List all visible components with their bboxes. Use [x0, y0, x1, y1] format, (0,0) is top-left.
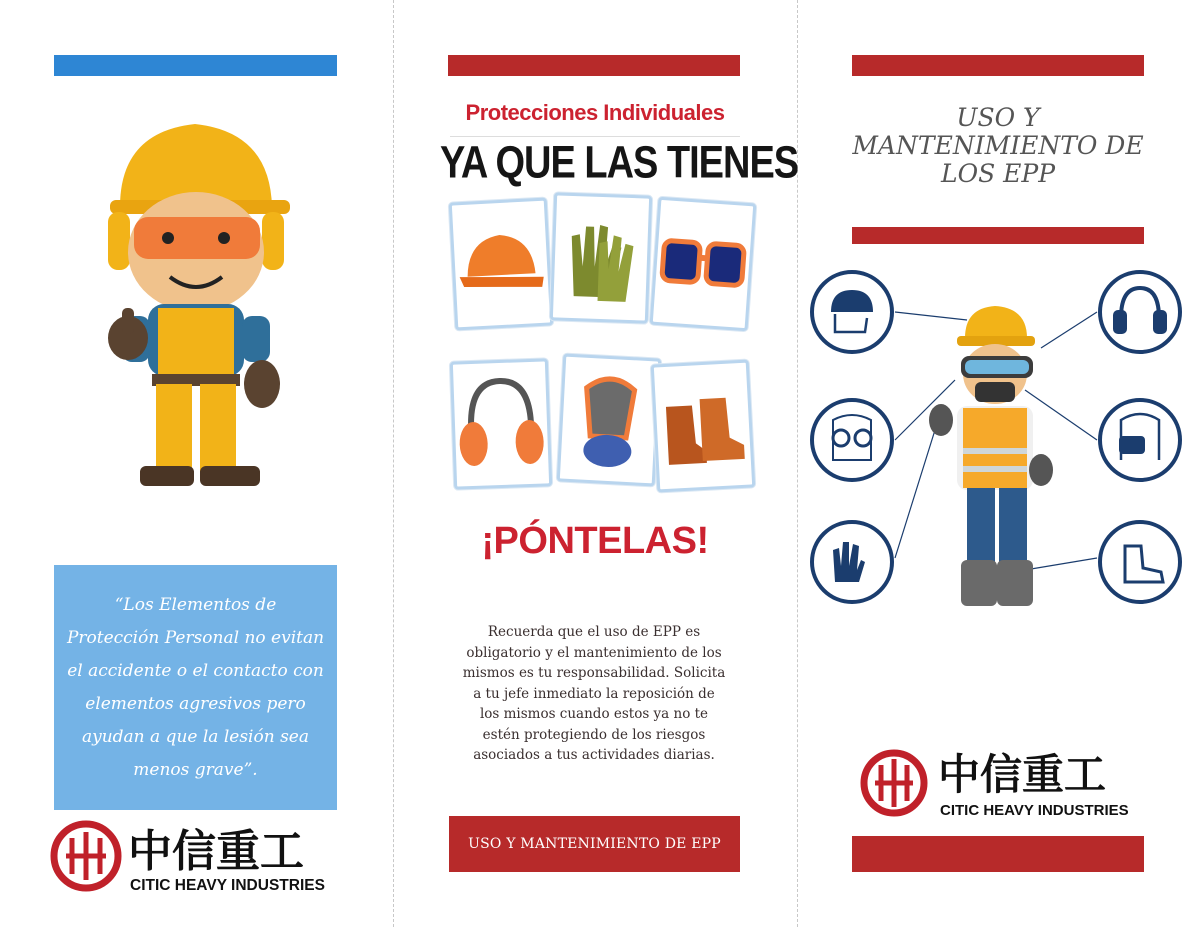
- respirator-icon: [560, 357, 658, 484]
- ppe-card-respirator: [557, 354, 662, 487]
- fold-line-1: [393, 0, 394, 927]
- logo-english-text: CITIC HEAVY INDUSTRIES: [130, 877, 325, 894]
- ppe-card-goggles: [650, 197, 757, 332]
- boots-icon: [654, 363, 752, 490]
- helmet-icon: [452, 201, 550, 328]
- ppe-card-helmet: [449, 198, 554, 331]
- quote-text: “Los Elementos de Protección Personal no evitan el accidente o el contacto con elementos agresivos pero ayudan a que la lesión sea menos grave”.: [66, 594, 325, 780]
- logo-chinese-text: 中信重工: [128, 826, 304, 877]
- citic-logo-left: [48, 818, 348, 898]
- poster-headline: YA QUE LAS TIENES: [440, 138, 799, 189]
- logo-chinese-text: 中信重工: [938, 750, 1107, 799]
- gloves-icon: [553, 195, 649, 320]
- middle-top-bar: [448, 55, 740, 76]
- right-bottom-bar: [852, 836, 1144, 872]
- uso-mantenimiento-button[interactable]: [449, 816, 740, 872]
- poster-divider: [450, 136, 740, 137]
- citic-logo-right: [858, 745, 1148, 825]
- ppe-diagram: [805, 270, 1195, 615]
- right-title-bar: [852, 227, 1144, 244]
- reminder-text: Recuerda que el uso de EPP es obligatorio y el mantenimiento de los mismos es tu responsabilidad. Solicita a tu jefe inmediato la reposición de los mismos cuando estos ya no te estén protegiendo de los riesgos asociados a tus actividades diarias.: [462, 624, 726, 763]
- goggles-icon: [653, 200, 753, 328]
- poster-title: Protecciones Individuales: [465, 100, 725, 125]
- uso-mantenimiento-label: USO Y MANTENIMIENTO DE EPP: [468, 836, 721, 852]
- worker-thumbs-up-illustration: [100, 112, 300, 492]
- left-top-bar: [54, 55, 337, 76]
- worker-center-icon: [929, 306, 1053, 606]
- logo-english-text: CITIC HEAVY INDUSTRIES: [940, 802, 1129, 819]
- ppe-card-earmuffs: [450, 358, 552, 489]
- ppe-card-gloves: [550, 192, 652, 323]
- ppe-card-boots: [651, 360, 756, 493]
- right-top-bar: [852, 55, 1144, 76]
- quote-box: [54, 565, 337, 810]
- earmuffs-icon: [453, 361, 549, 486]
- poster-call-to-action: ¡PÓNTELAS!: [481, 520, 709, 562]
- page-title: USO Y MANTENIMIENTO DE LOS EPP: [852, 103, 1144, 188]
